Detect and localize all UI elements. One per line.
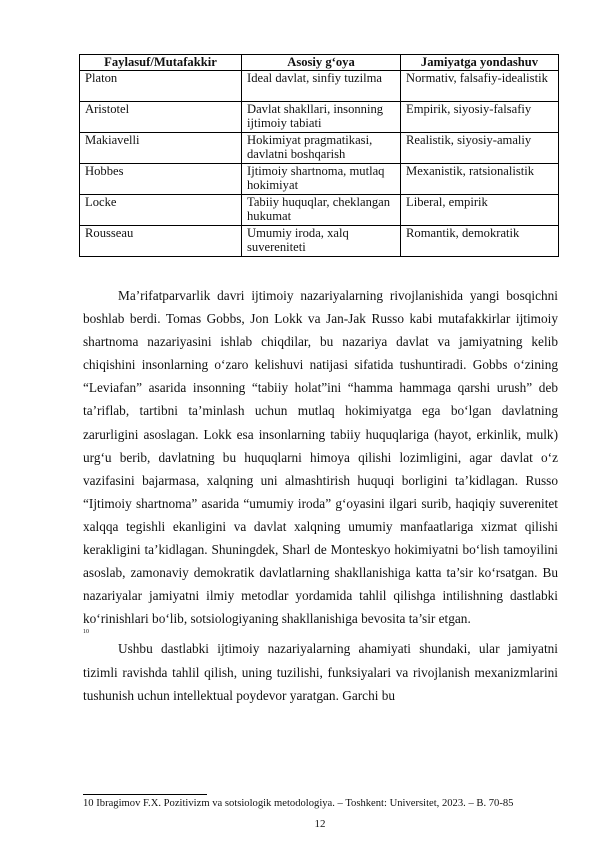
table-cell: Tabiiy huquqlar, cheklangan hukumat [242,195,401,226]
table-cell: Locke [80,195,242,226]
table-row [80,102,559,133]
table-cell: Liberal, empirik [401,195,559,226]
table-row [80,226,559,257]
table-cell: Realistik, siyosiy-amaliy [401,133,559,164]
table-header-row [80,55,559,71]
paragraph: Ma’rifatparvarlik davri ijtimoiy nazariyalarning rivojlanishida yangi bosqichni boshlab berdi. Tomas Gobbs, Jon Lokk va Jan-Jak Russo kabi mutafakkirlar ijtimoiy shartnoma nazariyasini ishlab chiqdilar, bu nazariya davlat va jamiyatning kelib chiqishini insonlarning o‘zaro kelishuvi natijasi sifatida tushuntiradi. Gobbs o‘zining “Leviafan” asarida insonning “tabiiy holat”ini “hamma hammaga qarshi urush” deb ta’riflab, tartibni ta’minlash uchun mutlaq hokimiyatga ega bo‘lgan davlatning zarurligini asoslagan. Lokk esa insonlarning tabiiy huquqlariga (hayot, erkinlik, mulk) urg‘u berib, davlatning bu huquqlarni himoya qilishi lozimligini, agar davlat o‘z vazifasini bajarmasa, xalqning uni almashtirish huquqi borligini ta’kidlagan. Russo “Ijtimoiy shartnoma” asarida “umumiy iroda” g‘oyasini ilgari surib, haqiqiy suverenitet xalqqa tegishli ekanligini va davlat xalqning umumiy manfaatlariga xizmat qilishi kerakligini ta’kidlagan. Shuningdek, Sharl de Monteskyo hokimiyatni bo‘lish tamoyilini asoslab, zamonaviy demokratik davlatlarning shakllanishiga katta ta’sir ko‘rsatgan. Bu nazariyalar jamiyatni ilmiy metodlar yordamida tahlil qilishga intilishning dastlabki ko‘rinishlari bo‘lib, sotsiologiyaning shakllanishiga bevosita ta’sir etgan. [83,288,558,627]
footnote-reference: 10 [83,629,89,636]
table-cell: Mexanistik, ratsionalistik [401,164,559,195]
table-cell: Empirik, siyosiy-falsafiy [401,102,559,133]
table-cell: Davlat shakllari, insonning ijtimoiy tabiati [242,102,401,133]
table-row [80,164,559,195]
philosophers-table [79,54,559,257]
body-text [83,284,558,707]
column-header-philosopher: Faylasuf/Mutafakkir [80,55,242,71]
table-cell: Rousseau [80,226,242,257]
table-cell: Ijtimoiy shartnoma, mutlaq hokimiyat [242,164,401,195]
footnote-separator [83,794,207,795]
table-row [80,195,559,226]
table-cell: Hokimiyat pragmatikasi, davlatni boshqarish [242,133,401,164]
table-cell: Romantik, demokratik [401,226,559,257]
table-row [80,71,559,102]
table-row [80,133,559,164]
footnote: 10 Ibragimov F.X. Pozitivizm va sotsiologik metodologiya. – Toshkent: Universitet, 2023. – B. 70-85 [83,798,514,809]
column-header-approach: Jamiyatga yondashuv [401,55,559,71]
page-number: 12 [314,818,326,830]
table-cell: Aristotel [80,102,242,133]
table-cell: Normativ, falsafiy-idealistik [401,71,559,102]
table-cell: Hobbes [80,164,242,195]
paragraph: Ushbu dastlabki ijtimoiy nazariyalarning ahamiyati shundaki, ular jamiyatni tizimli ravishda tahlil qilish, uning tuzilishi, funksiyalari va rivojlanish mexanizmlarini tushunish uchun intellektual poydevor yaratgan. Garchi bu [83,641,558,703]
table-cell: Platon [80,71,242,102]
table-cell: Umumiy iroda, xalq suvereniteti [242,226,401,257]
column-header-main-idea: Asosiy g‘oya [242,55,401,71]
table-cell: Makiavelli [80,133,242,164]
table-cell: Ideal davlat, sinfiy tuzilma [242,71,401,102]
